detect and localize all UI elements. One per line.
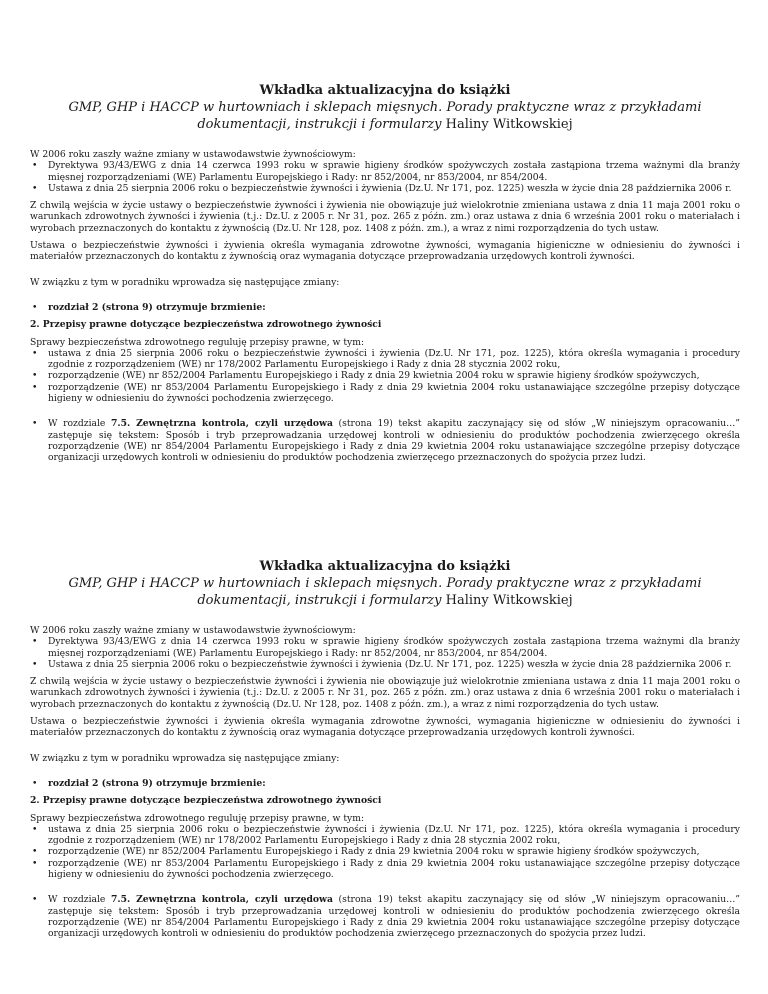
bullet-icon: • [32,636,38,648]
book-title-italic: GMP, GHP i HACCP w hurtowniach i sklepach mięsnych. Porady praktyczne wraz z przykładami dokumentacji, instrukcji i formularzy [68,100,702,132]
list-item: • rozdział 2 (strona 9) otrzymuje brzmienie: [32,777,266,789]
intro-list [30,160,740,194]
change-list [30,418,740,463]
section-title: Wkładka aktualizacyjna do książki [259,83,511,98]
chapter-intro: Sprawy bezpieczeństwa zdrowotnego reguluję przepisy prawne, w tym: [30,336,365,348]
chapter-heading: 2. Przepisy prawne dotyczące bezpieczeństwa zdrowotnego żywności [30,319,382,331]
bullet-icon: • [32,381,38,393]
section-heading [30,82,740,133]
list-item: • rozporządzenie (WE) nr 852/2004 Parlamentu Europejskiego i Rady z dnia 29 kwietnia 2004 roku w sprawie higieny środków spożywczych, [32,370,700,382]
list-item: • rozporządzenie (WE) nr 853/2004 Parlamentu Europejskiego i Rady z dnia 29 kwietnia 2004 roku ustanawiające szczególne przepisy dotyczące higieny w odniesieniu do żywności pochodzenia zwierzęcego. [32,381,740,405]
paragraph: W związku z tym w poradniku wprowadza się następujące zmiany: [30,276,340,288]
intro-text: W 2006 roku zaszły ważne zmiany w ustawodawstwie żywnościowym: [30,149,356,160]
list-item: • ustawa z dnia 25 sierpnia 2006 roku o bezpieczeństwie żywności i żywienia (Dz.U. Nr 171, poz. 1225), która określa wymagania i procedury zgodnie z rozporządzeniem (WE) nr 178/2002 Parlamentu Europejskiego i Rady z dnia 28 stycznia 2002 roku, [32,823,740,847]
bullet-icon: • [32,418,38,430]
section-title: Wkładka aktualizacyjna do książki [259,559,511,574]
bullet-icon: • [32,777,38,789]
chapter-heading: 2. Przepisy prawne dotyczące bezpieczeństwa zdrowotnego żywności [30,795,382,807]
paragraph: Ustawa o bezpieczeństwie żywności i żywienia określa wymagania zdrowotne żywności, wymagania higieniczne w odniesieniu do żywności i materiałów przeznaczonych do kontaktu z żywnością oraz wymagania dotyczące przeprowadzania urzędowych kontroli żywności. [30,716,740,739]
chapter-list [30,348,740,404]
list-item: • rozporządzenie (WE) nr 852/2004 Parlamentu Europejskiego i Rady z dnia 29 kwietnia 2004 roku w sprawie higieny środków spożywczych, [32,846,700,858]
paragraph: Ustawa o bezpieczeństwie żywności i żywienia określa wymagania zdrowotne żywności, wymagania higieniczne w odniesieniu do żywności i materiałów przeznaczonych do kontaktu z żywnością oraz wymagania dotyczące przeprowadzania urzędowych kontroli żywności. [30,240,740,263]
bullet-icon: • [32,182,38,194]
chapter-intro: Sprawy bezpieczeństwa zdrowotnego reguluję przepisy prawne, w tym: [30,812,365,824]
section-heading [30,558,740,609]
book-subtitle [30,575,740,609]
list-item: • ustawa z dnia 25 sierpnia 2006 roku o bezpieczeństwie żywności i żywienia (Dz.U. Nr 171, poz. 1225), która określa wymagania i procedury zgodnie z rozporządzeniem (WE) nr 178/2002 Parlamentu Europejskiego i Rady z dnia 28 stycznia 2002 roku, [32,347,740,371]
list-item: • Dyrektywa 93/43/EWG z dnia 14 czerwca 1993 roku w sprawie higieny środków spożywczych została zastąpiona trzema ważnymi dla branży mięsnej rozporządzeniami (WE) Parlamentu Europejskiego i Rady: nr 852/2004, nr 853/2004, nr 854/2004. [32,636,740,659]
book-title-italic: GMP, GHP i HACCP w hurtowniach i sklepach mięsnych. Porady praktyczne wraz z przykładami dokumentacji, instrukcji i formularzy [68,576,702,608]
bullet-icon: • [32,160,38,172]
bullet-icon: • [32,823,38,835]
change-list [30,778,740,789]
bullet-icon: • [32,370,38,382]
list-item: • W rozdziale 7.5. Zewnętrzna kontrola, czyli urzędowa (strona 19) tekst akapitu zaczynający się od słów „W niniejszym opracowaniu…” zastępuje się tekstem: Sposób i tryb przeprowadzania urzędowej kontroli w odniesieniu do produktów pochodzenia zwierzęcego określa rozporządzenie (WE) nr 854/2004 Parlamentu Europejskiego i Rady z dnia 29 kwietnia 2004 roku ustanawiające szczególne przepisy dotyczące organizacji urzędowych kontroli w odniesieniu do produktów pochodzenia zwierzęcego przeznaczonych do spożycia przez ludzi. [32,418,740,464]
list-item: • Dyrektywa 93/43/EWG z dnia 14 czerwca 1993 roku w sprawie higieny środków spożywczych została zastąpiona trzema ważnymi dla branży mięsnej rozporządzeniami (WE) Parlamentu Europejskiego i Rady: nr 852/2004, nr 853/2004, nr 854/2004. [32,160,740,183]
bullet-icon: • [32,857,38,869]
insert-section-1 [30,82,740,464]
chapter-list [30,824,740,880]
list-item: • Ustawa z dnia 25 sierpnia 2006 roku o bezpieczeństwie żywności i żywienia (Dz.U. Nr 171, poz. 1225) weszła w życie dnia 28 października 2006 r. [32,658,732,670]
paragraph: Z chwilą wejścia w życie ustawy o bezpieczeństwie żywności i żywienia nie obowiązuje już wielokrotnie zmieniana ustawa z dnia 11 maja 2001 roku o warunkach zdrowotnych żywności i żywienia (t.j.: Dz.U. z 2005 r. Nr 31, poz. 265 z późn. zm.) oraz ustawa z dnia 6 września 2001 roku o materiałach i wyrobach przeznaczonych do kontaktu z żywnością (Dz.U. Nr 128, poz. 1408 z późn. zm.), a wraz z nimi rozporządzenia do tych ustaw. [30,200,740,234]
list-item: • rozporządzenie (WE) nr 853/2004 Parlamentu Europejskiego i Rady z dnia 29 kwietnia 2004 roku ustanawiające szczególne przepisy dotyczące higieny w odniesieniu do żywności pochodzenia zwierzęcego. [32,857,740,881]
book-author: Haliny Witkowskiej [441,117,573,132]
change-list [30,302,740,313]
paragraph: W związku z tym w poradniku wprowadza się następujące zmiany: [30,752,340,764]
bullet-icon: • [32,347,38,359]
bullet-icon: • [32,301,38,313]
list-item: • W rozdziale 7.5. Zewnętrzna kontrola, czyli urzędowa (strona 19) tekst akapitu zaczynający się od słów „W niniejszym opracowaniu…” zastępuje się tekstem: Sposób i tryb przeprowadzania urzędowej kontroli w odniesieniu do produktów pochodzenia zwierzęcego określa rozporządzenie (WE) nr 854/2004 Parlamentu Europejskiego i Rady z dnia 29 kwietnia 2004 roku ustanawiające szczególne przepisy dotyczące organizacji urzędowych kontroli w odniesieniu do produktów pochodzenia zwierzęcego przeznaczonych do spożycia przez ludzi. [32,894,740,940]
list-item: • rozdział 2 (strona 9) otrzymuje brzmienie: [32,301,266,313]
intro-text: W 2006 roku zaszły ważne zmiany w ustawodawstwie żywnościowym: [30,625,356,636]
book-author: Haliny Witkowskiej [441,593,573,608]
intro-list [30,636,740,670]
list-item: • Ustawa z dnia 25 sierpnia 2006 roku o bezpieczeństwie żywności i żywienia (Dz.U. Nr 171, poz. 1225) weszła w życie dnia 28 października 2006 r. [32,182,732,194]
change-list [30,894,740,939]
bullet-icon: • [32,658,38,670]
bullet-icon: • [32,894,38,906]
insert-section-2 [30,558,740,940]
book-subtitle [30,99,740,133]
bullet-icon: • [32,846,38,858]
paragraph: Z chwilą wejścia w życie ustawy o bezpieczeństwie żywności i żywienia nie obowiązuje już wielokrotnie zmieniana ustawa z dnia 11 maja 2001 roku o warunkach zdrowotnych żywności i żywienia (t.j.: Dz.U. z 2005 r. Nr 31, poz. 265 z późn. zm.) oraz ustawa z dnia 6 września 2001 roku o materiałach i wyrobach przeznaczonych do kontaktu z żywnością (Dz.U. Nr 128, poz. 1408 z późn. zm.), a wraz z nimi rozporządzenia do tych ustaw. [30,676,740,710]
